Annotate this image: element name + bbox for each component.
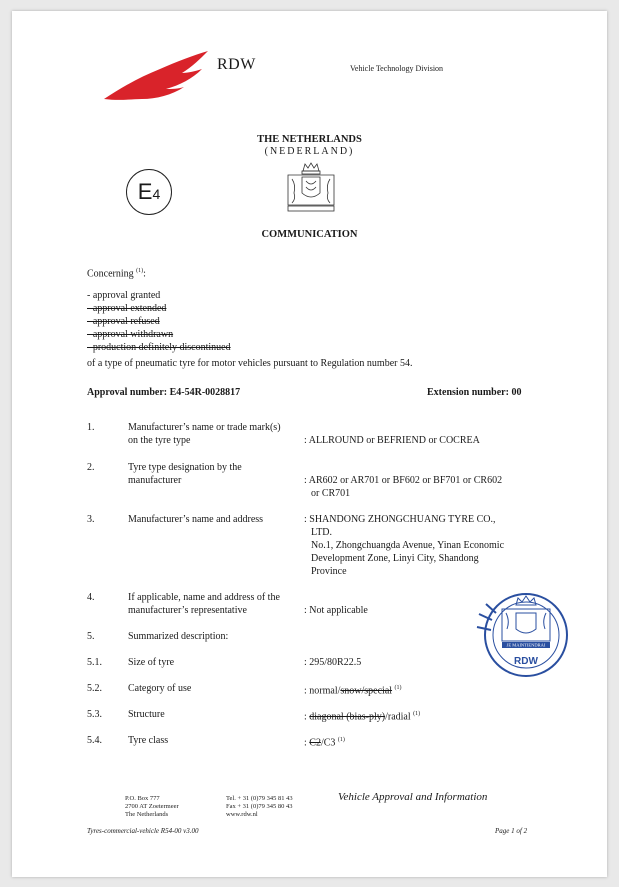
item-number: 4.	[87, 592, 95, 603]
concerning-list	[87, 289, 231, 354]
footer-tagline: Vehicle Approval and Information	[338, 791, 488, 803]
item-number: 5.4.	[87, 735, 102, 746]
footer-address: P.O. Box 777 2700 AT Zoetermeer The Netherlands	[125, 795, 179, 818]
concerning-item: - approval granted	[87, 290, 161, 301]
stamp-banner: JE MAINTIENDRAI	[506, 642, 546, 648]
item-number: 5.1.	[87, 657, 102, 668]
regulation-statement: of a type of pneumatic tyre for motor vehicles pursuant to Regulation number 54.	[87, 358, 413, 369]
item-label: Tyre class	[128, 735, 169, 746]
item-number: 5.2.	[87, 683, 102, 694]
document-page	[12, 11, 607, 877]
item-label: Summarized description:	[128, 631, 229, 642]
rdw-stamp-icon	[474, 589, 574, 681]
item-value: : C2/C3 $^{(1)}$	[304, 737, 345, 749]
item-number: 1.	[87, 422, 95, 433]
concerning-item: - approval extended	[87, 303, 167, 314]
item-number: 2.	[87, 462, 95, 473]
item-value: : 295/80R22.5	[304, 657, 362, 668]
extension-number: Extension number: 00	[427, 387, 522, 398]
division-label: Vehicle Technology Division	[350, 64, 444, 73]
website-link[interactable]: www.rdw.nl	[226, 811, 258, 818]
item-label: Manufacturer’s name and address	[128, 514, 264, 525]
e-mark: E4	[126, 169, 172, 215]
approval-number: Approval number: E4-54R-0028817	[87, 387, 241, 398]
item-number: 5.3.	[87, 709, 102, 720]
country-title: THE NETHERLANDS	[257, 134, 362, 145]
item-value: : SHANDONG ZHONGCHUANG TYRE CO., LTD. No.1, Zhongchuangda Avenue, Yinan Economic Development Zone, Linyi City, Shandong Province	[304, 514, 505, 577]
item-value: : normal/snow/special $^{(1)}$	[304, 685, 402, 697]
item-label: Category of use	[128, 683, 192, 694]
rdw-logo-icon	[102, 47, 212, 107]
item-label: If applicable, name and address of the manufacturer’s representative	[128, 592, 280, 616]
item-value: : Not applicable	[304, 605, 368, 616]
item-label: Structure	[128, 709, 165, 720]
page-number: Page 1 of 2	[495, 827, 528, 835]
stamp-text: RDW	[514, 656, 538, 667]
footer-contact: Tel. + 31 (0)79 345 81 43 Fax + 31 (0)79 345 80 43 www.rdw.nl	[226, 795, 293, 818]
communication-title: COMMUNICATION	[261, 229, 358, 240]
country-native-title: (NEDERLAND)	[264, 146, 355, 157]
item-label: Manufacturer’s name or trade mark(s) on the tyre type	[128, 422, 281, 446]
concerning-item: - approval withdrawn	[87, 329, 174, 340]
concerning-label: Concerning $^{(1)}$:	[87, 268, 146, 280]
concerning-item: - approval refused	[87, 316, 160, 327]
item-number: 3.	[87, 514, 95, 525]
item-value: : diagonal (bias-ply)/radial $^{(1)}$	[304, 711, 421, 723]
coat-of-arms-icon	[284, 161, 338, 217]
item-value: : ALLROUND or BEFRIEND or COCREA	[304, 435, 480, 446]
logo-text: RDW	[217, 56, 256, 73]
document-reference: Tyres-commercial-vehicle R54-00 v3.00	[87, 827, 199, 835]
item-label: Size of tyre	[128, 657, 175, 668]
concerning-item: - production definitely discontinued	[87, 342, 231, 353]
item-value: : AR602 or AR701 or BF602 or BF701 or CR602 or CR701	[304, 475, 503, 499]
item-label: Tyre type designation by the manufacturer	[128, 462, 242, 486]
item-number: 5.	[87, 631, 95, 642]
